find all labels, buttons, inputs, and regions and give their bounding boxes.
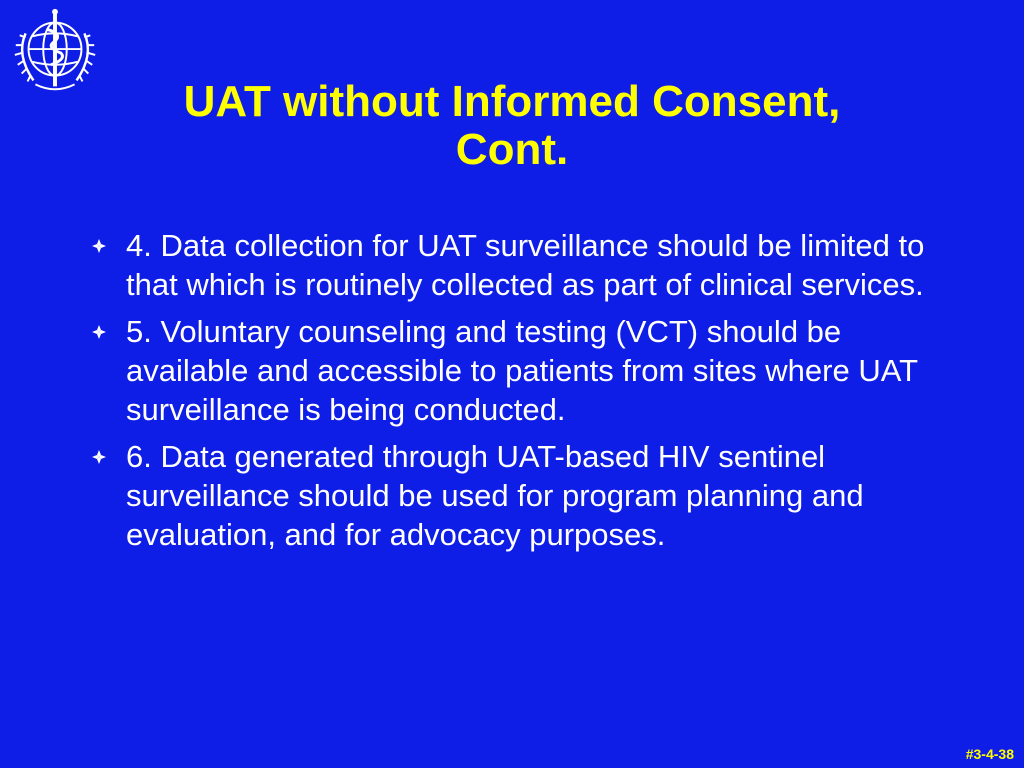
diamond-bullet-icon bbox=[92, 325, 106, 339]
bullet-text: 6. Data generated through UAT-based HIV sentinel surveillance should be used for program planning and evaluation, and for advocacy purposes. bbox=[126, 439, 864, 552]
diamond-bullet-icon bbox=[92, 450, 106, 464]
diamond-bullet-icon bbox=[92, 239, 106, 253]
bullet-text: 5. Voluntary counseling and testing (VCT) should be available and accessible to patients from sites where UAT surveillance is being conducted. bbox=[126, 314, 918, 427]
bullet-item bbox=[86, 312, 946, 429]
slide-title-line-2: Cont. bbox=[455, 125, 569, 174]
slide-number: #3-4-38 bbox=[965, 746, 1014, 762]
bullet-list bbox=[86, 226, 946, 562]
bullet-item bbox=[86, 437, 946, 554]
bullet-item bbox=[86, 226, 946, 304]
slide-title-line-1: UAT without Informed Consent, bbox=[183, 77, 841, 126]
bullet-text: 4. Data collection for UAT surveillance should be limited to that which is routinely collected as part of clinical services. bbox=[126, 228, 925, 302]
slide-title bbox=[80, 78, 944, 174]
